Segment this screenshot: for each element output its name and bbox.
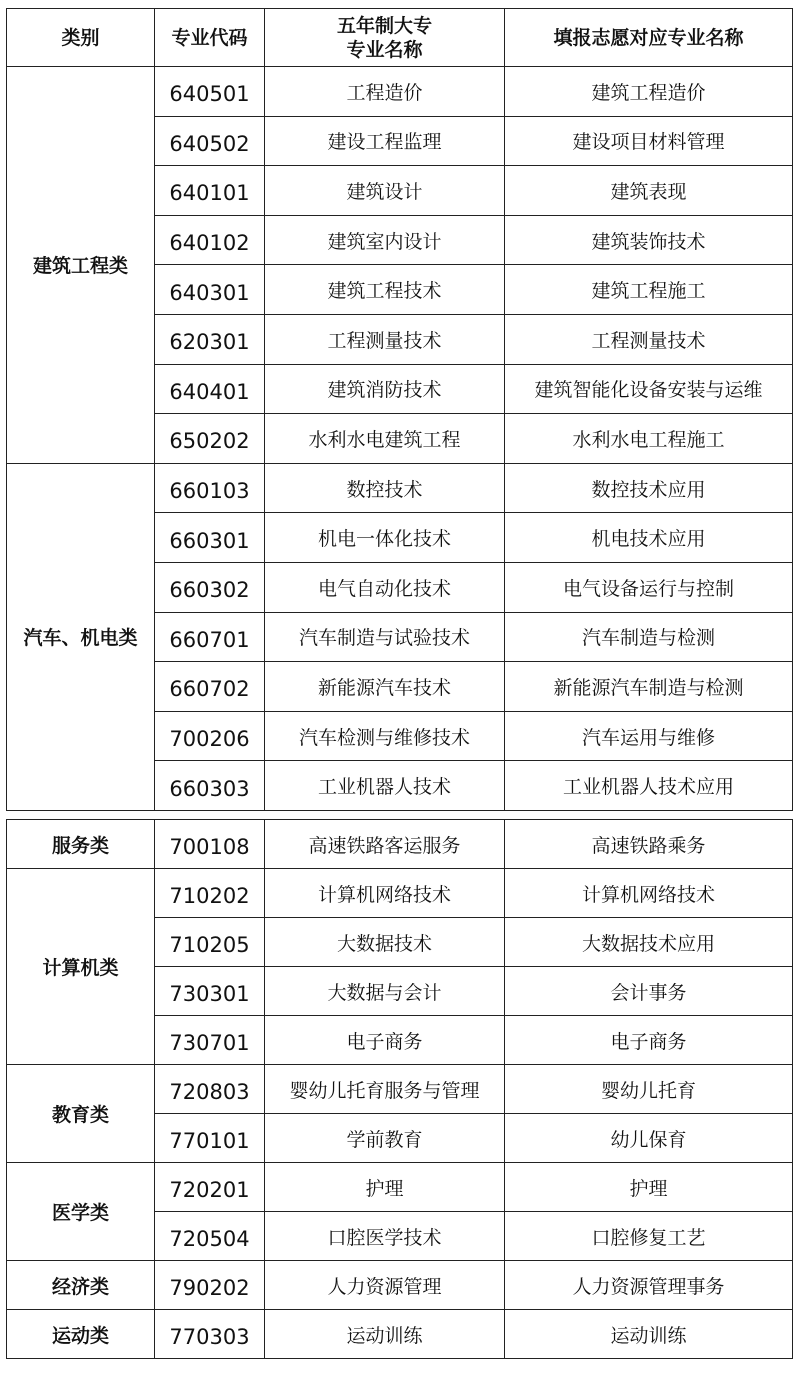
major-cell: 婴幼儿托育服务与管理 <box>265 1065 505 1114</box>
code-cell: 660303 <box>155 761 265 811</box>
category-cell: 建筑工程类 <box>7 67 155 464</box>
mapped-cell: 汽车制造与检测 <box>505 612 793 662</box>
mapped-cell: 护理 <box>505 1163 793 1212</box>
code-cell: 640501 <box>155 67 265 117</box>
mapped-cell: 数控技术应用 <box>505 463 793 513</box>
mapped-cell: 运动训练 <box>505 1310 793 1359</box>
code-cell: 640101 <box>155 166 265 216</box>
major-cell: 高速铁路客运服务 <box>265 820 505 869</box>
mapped-cell: 工业机器人技术应用 <box>505 761 793 811</box>
major-cell: 工业机器人技术 <box>265 761 505 811</box>
major-cell: 运动训练 <box>265 1310 505 1359</box>
code-cell: 650202 <box>155 414 265 464</box>
header-major <box>265 9 505 67</box>
major-cell: 口腔医学技术 <box>265 1212 505 1261</box>
code-cell: 790202 <box>155 1261 265 1310</box>
code-cell: 640301 <box>155 265 265 315</box>
mapped-cell: 婴幼儿托育 <box>505 1065 793 1114</box>
table-row <box>7 1261 793 1310</box>
header-code: 专业代码 <box>155 9 265 67</box>
mapped-cell: 人力资源管理事务 <box>505 1261 793 1310</box>
majors-table-part1 <box>6 8 793 811</box>
category-cell: 服务类 <box>7 820 155 869</box>
major-cell: 电子商务 <box>265 1016 505 1065</box>
mapped-cell: 电气设备运行与控制 <box>505 562 793 612</box>
header-mapped: 填报志愿对应专业名称 <box>505 9 793 67</box>
table-row <box>7 67 793 117</box>
major-cell: 电气自动化技术 <box>265 562 505 612</box>
major-cell: 工程测量技术 <box>265 314 505 364</box>
major-cell: 建筑消防技术 <box>265 364 505 414</box>
table-row <box>7 869 793 918</box>
major-cell: 建筑室内设计 <box>265 215 505 265</box>
majors-table-part2 <box>6 819 793 1359</box>
code-cell: 720504 <box>155 1212 265 1261</box>
major-cell: 机电一体化技术 <box>265 513 505 563</box>
major-cell: 建设工程监理 <box>265 116 505 166</box>
category-cell: 经济类 <box>7 1261 155 1310</box>
code-cell: 640502 <box>155 116 265 166</box>
mapped-cell: 建筑工程造价 <box>505 67 793 117</box>
code-cell: 640102 <box>155 215 265 265</box>
header-major-line1: 五年制大专 <box>336 14 432 37</box>
mapped-cell: 建设项目材料管理 <box>505 116 793 166</box>
major-cell: 水利水电建筑工程 <box>265 414 505 464</box>
mapped-cell: 建筑智能化设备安装与运维 <box>505 364 793 414</box>
code-cell: 700206 <box>155 711 265 761</box>
code-cell: 660103 <box>155 463 265 513</box>
code-cell: 730701 <box>155 1016 265 1065</box>
category-cell: 计算机类 <box>7 869 155 1065</box>
code-cell: 720803 <box>155 1065 265 1114</box>
mapped-cell: 建筑装饰技术 <box>505 215 793 265</box>
mapped-cell: 大数据技术应用 <box>505 918 793 967</box>
mapped-cell: 高速铁路乘务 <box>505 820 793 869</box>
code-cell: 710202 <box>155 869 265 918</box>
mapped-cell: 幼儿保育 <box>505 1114 793 1163</box>
mapped-cell: 水利水电工程施工 <box>505 414 793 464</box>
mapped-cell: 工程测量技术 <box>505 314 793 364</box>
table-row <box>7 1065 793 1114</box>
code-cell: 660302 <box>155 562 265 612</box>
major-cell: 数控技术 <box>265 463 505 513</box>
mapped-cell: 建筑工程施工 <box>505 265 793 315</box>
major-cell: 护理 <box>265 1163 505 1212</box>
mapped-cell: 口腔修复工艺 <box>505 1212 793 1261</box>
code-cell: 720201 <box>155 1163 265 1212</box>
mapped-cell: 会计事务 <box>505 967 793 1016</box>
category-cell: 教育类 <box>7 1065 155 1163</box>
mapped-cell: 新能源汽车制造与检测 <box>505 662 793 712</box>
major-cell: 汽车检测与维修技术 <box>265 711 505 761</box>
major-cell: 大数据技术 <box>265 918 505 967</box>
mapped-cell: 建筑表现 <box>505 166 793 216</box>
table-row <box>7 1163 793 1212</box>
major-cell: 学前教育 <box>265 1114 505 1163</box>
category-cell: 运动类 <box>7 1310 155 1359</box>
major-cell: 大数据与会计 <box>265 967 505 1016</box>
code-cell: 770303 <box>155 1310 265 1359</box>
mapped-cell: 电子商务 <box>505 1016 793 1065</box>
header-row <box>7 9 793 67</box>
code-cell: 770101 <box>155 1114 265 1163</box>
header-category: 类别 <box>7 9 155 67</box>
code-cell: 660301 <box>155 513 265 563</box>
major-cell: 人力资源管理 <box>265 1261 505 1310</box>
major-cell: 建筑工程技术 <box>265 265 505 315</box>
major-cell: 汽车制造与试验技术 <box>265 612 505 662</box>
table-row <box>7 820 793 869</box>
code-cell: 730301 <box>155 967 265 1016</box>
code-cell: 660701 <box>155 612 265 662</box>
table-row <box>7 463 793 513</box>
major-cell: 新能源汽车技术 <box>265 662 505 712</box>
mapped-cell: 机电技术应用 <box>505 513 793 563</box>
code-cell: 620301 <box>155 314 265 364</box>
code-cell: 660702 <box>155 662 265 712</box>
major-cell: 工程造价 <box>265 67 505 117</box>
code-cell: 710205 <box>155 918 265 967</box>
category-cell: 汽车、机电类 <box>7 463 155 810</box>
table-row <box>7 1310 793 1359</box>
code-cell: 640401 <box>155 364 265 414</box>
header-major-line2: 专业名称 <box>346 38 423 61</box>
major-cell: 建筑设计 <box>265 166 505 216</box>
major-cell: 计算机网络技术 <box>265 869 505 918</box>
category-cell: 医学类 <box>7 1163 155 1261</box>
mapped-cell: 汽车运用与维修 <box>505 711 793 761</box>
mapped-cell: 计算机网络技术 <box>505 869 793 918</box>
code-cell: 700108 <box>155 820 265 869</box>
